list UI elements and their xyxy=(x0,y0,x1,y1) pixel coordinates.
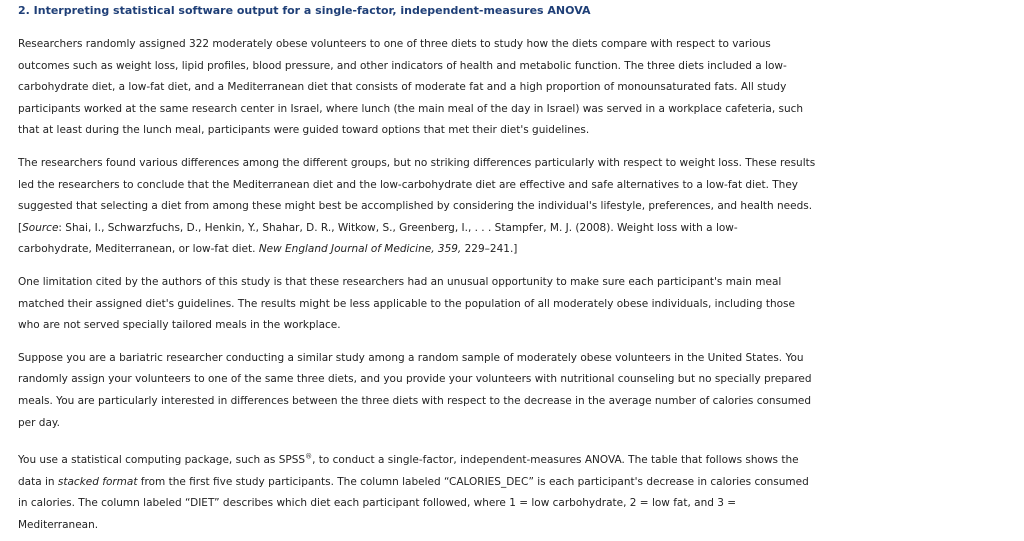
paragraph-study-description xyxy=(18,34,878,142)
text-line: carbohydrate diet, a low-fat diet, and a Mediterranean diet that consists of moderate fat and a high proportion of monounsaturated fats. All study xyxy=(18,81,787,94)
paragraph-limitation xyxy=(18,272,878,337)
text-line xyxy=(18,472,878,494)
citation-pages: 229–241.] xyxy=(461,243,518,256)
source-citation-line xyxy=(18,239,878,261)
source-citation-line xyxy=(18,218,878,240)
text-line: suggested that selecting a diet from among these might best be accomplished by considering the individual's lifestyle, preferences, and health needs. xyxy=(18,200,813,213)
text-line: per day. xyxy=(18,416,60,429)
paragraph-scenario xyxy=(18,348,878,434)
text-line: randomly assign your volunteers to one of the same three diets, and you provide your volunteers with nutritional counseling but no specially prepared xyxy=(18,373,812,386)
section-heading: 2. Interpreting statistical software output for a single-factor, independent-measures ANOVA xyxy=(18,4,591,17)
software-text: You use a statistical computing package, such as SPSS xyxy=(18,454,306,467)
problem-body xyxy=(18,34,878,536)
citation-title: carbohydrate, Mediterranean, or low-fat diet. xyxy=(18,243,259,256)
text-line: that at least during the lunch meal, participants were guided toward options that met their diet's guidelines. xyxy=(18,124,590,137)
text-line: The researchers found various differences among the different groups, but no striking differences particularly with respect to weight loss. These results xyxy=(18,156,816,169)
paragraph-findings xyxy=(18,153,878,261)
data-text: data in xyxy=(18,475,58,488)
text-line: Suppose you are a bariatric researcher conducting a similar study among a random sample of moderately obese volunteers in the United States. You xyxy=(18,351,804,364)
data-text-end: from the first five study participants. The column labeled “CALORIES_DEC” is each participant's decrease in calories consumed xyxy=(137,475,809,488)
paragraph-software-output xyxy=(18,450,878,536)
registered-mark: ® xyxy=(305,452,313,461)
text-line: Mediterranean. xyxy=(18,518,99,531)
software-text-end: , to conduct a single-factor, independent-measures ANOVA. The table that follows shows the xyxy=(312,454,799,467)
text-line: led the researchers to conclude that the Mediterranean diet and the low-carbohydrate diet are effective and safe alternatives to a low-fat diet. They xyxy=(18,178,798,191)
source-label: Source xyxy=(22,221,59,234)
journal-name: New England Journal of Medicine, 359, xyxy=(258,243,462,256)
text-line: matched their assigned diet's guidelines. The results might be less applicable to the population of all moderately obese individuals, including those xyxy=(18,297,795,310)
text-line: in calories. The column labeled “DIET” describes which diet each participant followed, where 1 = low carbohydrate, 2 = low fat, and 3 = xyxy=(18,497,737,510)
text-line: Researchers randomly assigned 322 moderately obese volunteers to one of three diets to study how the diets compare with respect to various xyxy=(18,38,771,50)
text-line: One limitation cited by the authors of this study is that these researchers had an unusual opportunity to make sure each participant's main meal xyxy=(18,275,782,288)
text-line: outcomes such as weight loss, lipid profiles, blood pressure, and other indicators of health and metabolic function. The three diets included a low- xyxy=(18,59,787,72)
text-line xyxy=(18,450,878,472)
text-line: meals. You are particularly interested in differences between the three diets with respect to the decrease in the average number of calories consumed xyxy=(18,394,812,407)
stacked-format-term: stacked format xyxy=(57,475,138,488)
citation-bracket: [ xyxy=(18,221,23,234)
citation-authors: : Shai, I., Schwarzfuchs, D., Henkin, Y., Shahar, D. R., Witkow, S., Greenberg, I., . . . Stampfer, M. J. (2008). Weight loss with a low- xyxy=(58,221,738,234)
text-line: who are not served specially tailored meals in the workplace. xyxy=(18,319,341,332)
text-line: participants worked at the same research center in Israel, where lunch (the main meal of the day in Israel) was served in a workplace cafeteria, such xyxy=(18,102,804,115)
